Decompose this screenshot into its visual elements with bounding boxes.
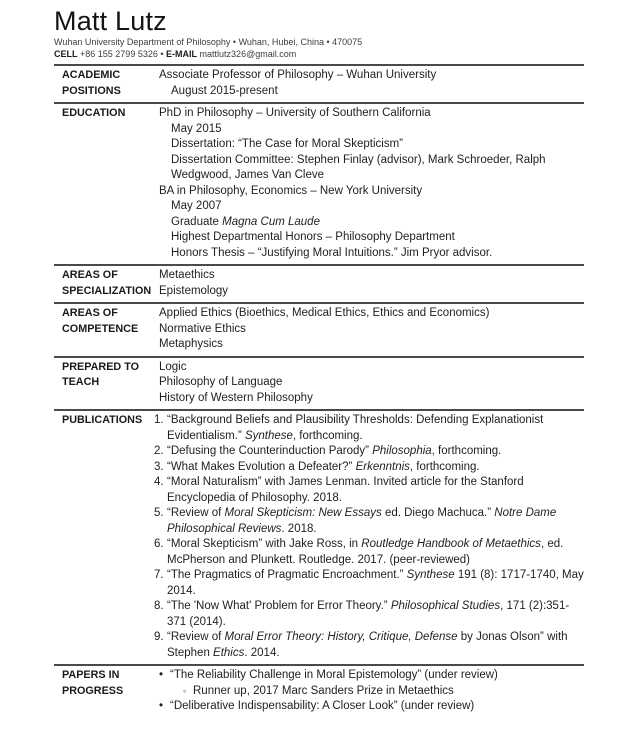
text: by Jonas Olson” with Stephen: [167, 631, 568, 659]
section-label-publications: [54, 413, 159, 661]
section-content-areas-of-specialization: [159, 268, 584, 299]
text: “The Pragmatics of Pragmatic Encroachment.”: [167, 569, 407, 581]
italic-text: Philosophical Studies: [390, 600, 501, 612]
resume-header: [54, 6, 584, 60]
section-label-line: COMPETENCE: [62, 322, 139, 335]
text: , ed. McPherson and Plunkett. Routledge. 2017. (peer-reviewed): [167, 538, 564, 566]
paper-text: [193, 684, 454, 700]
text: History of Western Philosophy: [159, 391, 313, 404]
text: “Review of: [167, 631, 225, 643]
text: “What Makes Evolution a Defeater?”: [167, 460, 356, 473]
italic-text: Synthese: [244, 429, 293, 442]
text: “Moral Naturalism” with James Lenman. Invited article for the Stanford Encyclopedia of Philosophy. 2018.: [167, 476, 524, 504]
publication-text: [167, 413, 584, 444]
section-publications: [54, 409, 584, 664]
section-content-education: [159, 106, 584, 261]
text: Graduate: [171, 215, 223, 228]
content-line: [159, 106, 584, 122]
cell-value: +86 155 2799 5326: [80, 49, 158, 59]
publication-text: [167, 506, 584, 537]
section-prepared-to-teach: [54, 356, 584, 410]
italic-text: Philosophia: [372, 445, 432, 457]
italic-text: Ethics: [213, 646, 245, 659]
section-label-line: SPECIALIZATION: [62, 284, 152, 297]
section-content-areas-of-competence: [159, 306, 584, 353]
paper-text: [170, 699, 474, 715]
publication-number: 7.: [154, 569, 164, 581]
section-label-line: PAPERS IN: [62, 669, 120, 681]
text: . 2018.: [281, 522, 317, 535]
content-line: [159, 122, 584, 138]
section-areas-of-specialization: [54, 264, 584, 302]
publication-item: [154, 444, 584, 460]
text: “Deliberative Indispensability: A Closer Look” (under review): [170, 700, 475, 712]
text: August 2015-present: [171, 84, 278, 97]
publication-number: 4.: [154, 476, 164, 488]
text: Dissertation: “The Case for Moral Skepticism”: [171, 138, 403, 150]
text: Runner up, 2017 Marc Sanders Prize in Metaethics: [193, 684, 454, 697]
text: BA in Philosophy, Economics – New York University: [159, 184, 423, 197]
section-content-publications: [154, 413, 584, 661]
text: Metaethics: [159, 269, 215, 281]
content-line: [159, 153, 584, 184]
text: , 171 (2):351-371 (2014).: [167, 600, 570, 628]
text: , forthcoming.: [431, 445, 502, 457]
section-label-line: PROGRESS: [62, 684, 124, 697]
text: 191 (8): 1717-1740, May 2014.: [167, 569, 584, 597]
italic-text: Notre Dame Philosophical Reviews: [167, 507, 557, 535]
publication-item: [154, 599, 584, 630]
resume-body: [54, 64, 584, 718]
publication-text: [167, 537, 584, 568]
publication-number: 2.: [154, 445, 164, 457]
italic-text: Moral Skepticism: New Essays: [224, 507, 382, 519]
publication-number: 8.: [154, 600, 164, 612]
content-line: [159, 137, 584, 153]
text: Dissertation Committee: Stephen Finlay (advisor), Mark Schroeder, Ralph Wedgwood, James Van Cleve: [171, 153, 546, 181]
publication-number: 3.: [154, 460, 164, 473]
text: Highest Departmental Honors – Philosophy Department: [171, 231, 455, 243]
text: “Defusing the Counterinduction Parody”: [167, 445, 373, 457]
text: Epistemology: [159, 284, 229, 297]
publication-item: [154, 413, 584, 444]
publication-item: [154, 568, 584, 599]
publication-item: [154, 630, 584, 661]
text: “The 'Now What' Problem for Error Theory.”: [167, 600, 391, 612]
text: Logic: [159, 360, 187, 373]
publication-number: 9.: [154, 631, 164, 643]
text: PhD in Philosophy – University of Southern California: [159, 107, 431, 119]
italic-text: Moral Error Theory: History, Critique, Defense: [224, 631, 458, 643]
publication-item: [154, 475, 584, 506]
content-line: [159, 268, 584, 284]
publication-text: [167, 444, 584, 460]
publication-item: [154, 537, 584, 568]
publication-number: 6.: [154, 538, 164, 550]
content-line: [159, 322, 584, 338]
section-academic-positions: [54, 64, 584, 102]
publication-text: [167, 630, 584, 661]
italic-text: Routledge Handbook of Metaethics: [361, 538, 541, 550]
paper-item: [183, 684, 584, 700]
text: Associate Professor of Philosophy – Wuhan University: [159, 69, 437, 81]
text: Metaphysics: [159, 338, 223, 350]
publication-text: [167, 568, 584, 599]
section-content-prepared-to-teach: [159, 360, 584, 407]
italic-text: Synthese: [406, 569, 455, 581]
contact-line: [54, 48, 584, 60]
section-label-line: PREPARED TO: [62, 360, 139, 373]
content-line: [159, 360, 584, 376]
text: Normative Ethics: [159, 322, 246, 335]
publication-item: [154, 506, 584, 537]
content-line: [159, 215, 584, 231]
bullet-icon: •: [159, 700, 164, 712]
content-line: [159, 246, 584, 262]
section-education: [54, 102, 584, 264]
content-line: [159, 337, 584, 353]
section-content-papers-in-progress: [159, 668, 584, 715]
publication-text: [167, 475, 584, 506]
affiliation-line: Wuhan University Department of Philosophy • Wuhan, Hubei, China • 470075: [54, 37, 363, 47]
content-line: [159, 184, 584, 200]
content-line: [159, 230, 584, 246]
section-label-line: POSITIONS: [62, 84, 121, 97]
text: “Moral Skepticism” with Jake Ross, in: [167, 538, 362, 550]
paper-text: [170, 668, 498, 684]
publication-text: [167, 599, 584, 630]
section-label-academic-positions: [54, 68, 159, 99]
section-label-areas-of-competence: [54, 306, 159, 353]
italic-text: Magna Cum Laude: [222, 215, 320, 228]
contact-separator: •: [160, 49, 164, 59]
content-line: [159, 284, 584, 300]
text: , forthcoming.: [292, 429, 363, 442]
text: Philosophy of Language: [159, 376, 283, 388]
text: May 2007: [171, 200, 222, 212]
section-label-education: [54, 106, 159, 261]
text: “The Reliability Challenge in Moral Epistemology” (under review): [170, 669, 498, 681]
publication-text: [167, 460, 584, 476]
bullet-icon: ◦: [183, 685, 187, 696]
section-label-line: PUBLICATIONS: [62, 414, 143, 426]
section-label-line: TEACH: [62, 376, 100, 388]
content-line: [159, 84, 584, 100]
section-label-papers-in-progress: [54, 668, 159, 715]
content-line: [159, 68, 584, 84]
section-label-line: AREAS OF: [62, 307, 118, 319]
text: . 2014.: [244, 646, 280, 659]
text: Honors Thesis – “Justifying Moral Intuitions.” Jim Pryor advisor.: [171, 246, 493, 259]
paper-item: [159, 668, 584, 684]
content-line: [159, 306, 584, 322]
text: , forthcoming.: [409, 460, 480, 473]
email-value: mattlutz326@gmail.com: [199, 49, 297, 59]
section-label-line: EDUCATION: [62, 107, 126, 119]
section-label-line: ACADEMIC: [62, 69, 121, 81]
content-line: [159, 375, 584, 391]
email-label: E-MAIL: [166, 49, 198, 59]
publication-item: [154, 460, 584, 476]
cell-label: CELL: [54, 49, 78, 59]
content-line: [159, 199, 584, 215]
paper-item: [159, 699, 584, 715]
text: Applied Ethics (Bioethics, Medical Ethics, Ethics and Economics): [159, 307, 490, 319]
text: ed. Diego Machuca.”: [381, 507, 495, 519]
bullet-icon: •: [159, 669, 164, 681]
publication-number: 5.: [154, 507, 164, 519]
italic-text: Erkenntnis: [355, 460, 410, 473]
section-areas-of-competence: [54, 302, 584, 356]
text: “Review of: [167, 507, 225, 519]
content-line: [159, 391, 584, 407]
section-label-prepared-to-teach: [54, 360, 159, 407]
text: May 2015: [171, 122, 222, 135]
section-label-line: AREAS OF: [62, 269, 118, 281]
section-label-areas-of-specialization: [54, 268, 159, 299]
text: “Background Beliefs and Plausibility Thresholds: Defending Explanationist Evidentialism.”: [167, 414, 544, 442]
person-name: Matt Lutz: [54, 6, 167, 36]
section-content-academic-positions: [159, 68, 584, 99]
publication-number: 1.: [154, 414, 164, 426]
section-papers-in-progress: [54, 664, 584, 718]
